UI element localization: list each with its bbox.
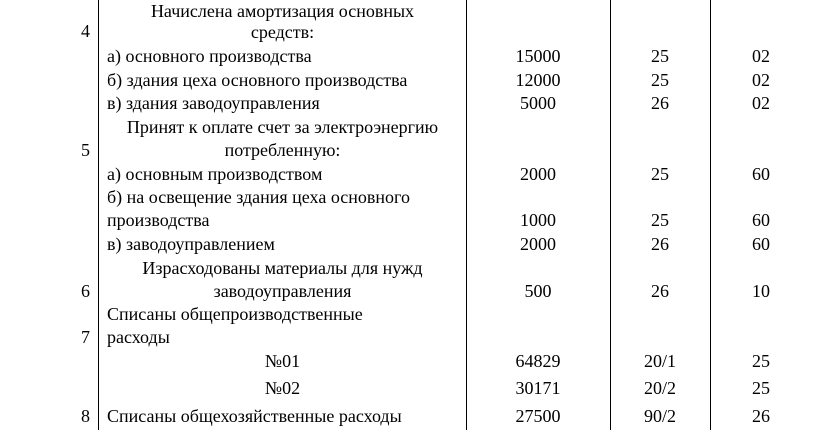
row-number: 4 [81, 21, 90, 41]
amount-cell: 15000 [515, 46, 561, 66]
debit-cell: 26 [651, 281, 669, 301]
sub-operation: б) здания цеха основного производства [107, 70, 408, 90]
credit-cell: 02 [752, 93, 770, 113]
amount-cell: 1000 [520, 210, 556, 230]
row-number: 8 [81, 406, 90, 426]
operation-title: Списаны общепроизводственные [107, 304, 363, 324]
credit-cell: 60 [752, 234, 770, 254]
amount-cell: 2000 [520, 234, 556, 254]
sub-operation: в) заводоуправлением [107, 234, 275, 254]
debit-cell: 25 [651, 164, 669, 184]
amount-cell: 30171 [515, 378, 561, 398]
debit-cell: 26 [651, 234, 669, 254]
row-number: 7 [81, 327, 90, 347]
operation-title: потребленную: [224, 140, 341, 160]
column-divider [98, 0, 99, 430]
amount-cell: 64829 [515, 351, 561, 371]
sub-operation: б) на освещение здания цеха основного [107, 187, 410, 207]
credit-cell: 60 [752, 164, 770, 184]
sub-operation: а) основного производства [107, 46, 312, 66]
operation-title: Принят к оплате счет за электроэнергию [126, 117, 439, 137]
credit-cell: 02 [752, 46, 770, 66]
debit-cell: 25 [651, 210, 669, 230]
debit-cell: 25 [651, 70, 669, 90]
amount-cell: 27500 [515, 406, 561, 426]
sub-operation: в) здания заводоуправления [107, 93, 320, 113]
sub-operation: производства [107, 210, 210, 230]
debit-cell: 26 [651, 93, 669, 113]
credit-cell: 25 [752, 351, 770, 371]
credit-cell: 26 [752, 406, 770, 426]
debit-cell: 20/2 [643, 378, 676, 398]
credit-cell: 10 [752, 281, 770, 301]
sub-operation: №01 [264, 351, 301, 371]
amount-cell: 12000 [515, 70, 561, 90]
operation-title: заводоуправления [213, 281, 352, 301]
amount-cell: 5000 [520, 93, 556, 113]
operation-title: Начислена амортизация основных [150, 1, 415, 21]
debit-cell: 90/2 [643, 406, 676, 426]
debit-cell: 20/1 [643, 351, 676, 371]
credit-cell: 60 [752, 210, 770, 230]
operation-title: Израсходованы материалы для нужд [142, 258, 423, 278]
operation-title: Списаны общехозяйственные расходы [107, 406, 402, 426]
operation-title: расходы [107, 327, 170, 347]
credit-cell: 02 [752, 70, 770, 90]
row-number: 5 [81, 140, 90, 160]
amount-cell: 2000 [520, 164, 556, 184]
credit-cell: 25 [752, 378, 770, 398]
row-number: 6 [81, 281, 90, 301]
sub-operation: а) основным производством [107, 164, 323, 184]
sub-operation: №02 [264, 378, 301, 398]
operation-title: средств: [250, 22, 315, 42]
debit-cell: 25 [651, 46, 669, 66]
amount-cell: 500 [524, 281, 552, 301]
